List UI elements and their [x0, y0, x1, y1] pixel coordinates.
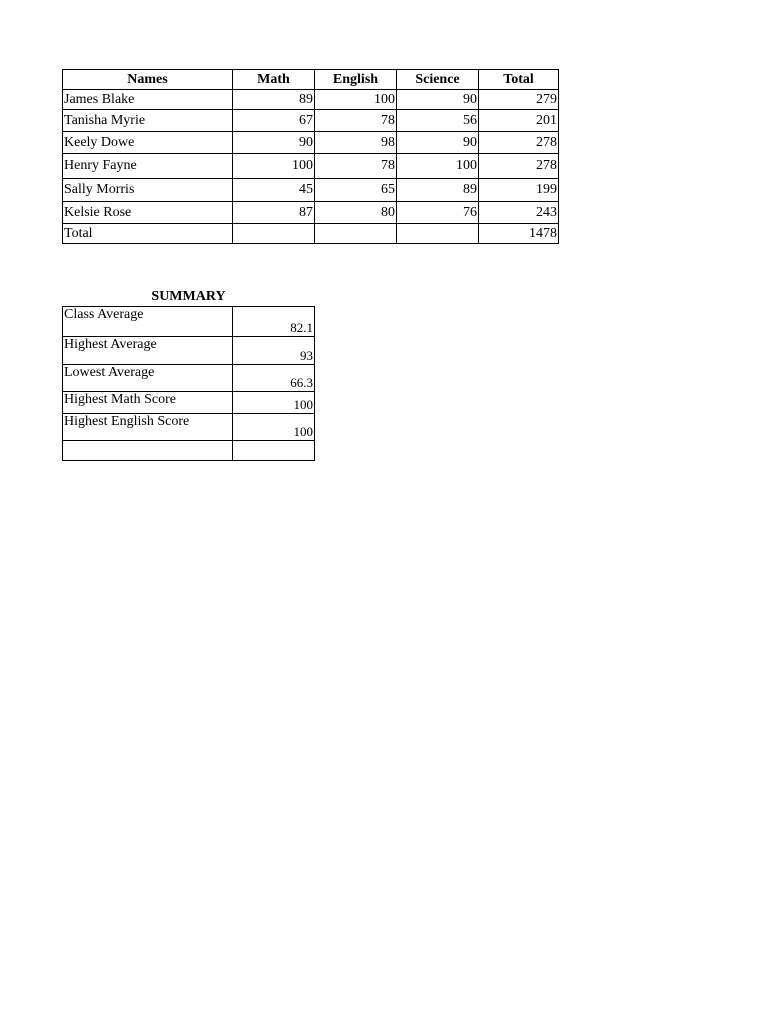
- student-name[interactable]: Tanisha Myrie: [63, 110, 233, 132]
- total-score[interactable]: 279: [479, 90, 559, 110]
- grand-total[interactable]: 1478: [479, 224, 559, 244]
- summary-value[interactable]: 66.3: [233, 365, 315, 392]
- summary-value[interactable]: 93: [233, 337, 315, 365]
- summary-label[interactable]: Highest Math Score: [63, 392, 233, 414]
- english-score[interactable]: 98: [315, 132, 397, 154]
- student-name[interactable]: Sally Morris: [63, 179, 233, 202]
- header-math: Math: [233, 70, 315, 90]
- summary-row: [63, 365, 315, 392]
- total-row: [63, 224, 559, 244]
- science-score[interactable]: 56: [397, 110, 479, 132]
- science-total[interactable]: [397, 224, 479, 244]
- table-row: [63, 132, 559, 154]
- table-row: [63, 90, 559, 110]
- science-score[interactable]: 89: [397, 179, 479, 202]
- summary-value[interactable]: 82.1: [233, 307, 315, 337]
- total-score[interactable]: 278: [479, 154, 559, 179]
- summary-row: [63, 441, 315, 461]
- summary-row: [63, 307, 315, 337]
- english-score[interactable]: 65: [315, 179, 397, 202]
- student-name[interactable]: Henry Fayne: [63, 154, 233, 179]
- science-score[interactable]: 90: [397, 132, 479, 154]
- header-total: Total: [479, 70, 559, 90]
- summary-title: SUMMARY: [151, 289, 226, 304]
- summary-value[interactable]: [233, 441, 315, 461]
- total-score[interactable]: 243: [479, 202, 559, 224]
- header-english: English: [315, 70, 397, 90]
- math-score[interactable]: 90: [233, 132, 315, 154]
- summary-row: [63, 392, 315, 414]
- table-row: [63, 154, 559, 179]
- english-total[interactable]: [315, 224, 397, 244]
- summary-row: [63, 337, 315, 365]
- total-score[interactable]: 201: [479, 110, 559, 132]
- summary-label[interactable]: Class Average: [63, 307, 233, 337]
- total-label[interactable]: Total: [63, 224, 233, 244]
- header-names: Names: [63, 70, 233, 90]
- english-score[interactable]: 100: [315, 90, 397, 110]
- student-name[interactable]: Kelsie Rose: [63, 202, 233, 224]
- math-score[interactable]: 100: [233, 154, 315, 179]
- table-row: [63, 179, 559, 202]
- english-score[interactable]: 78: [315, 154, 397, 179]
- student-name[interactable]: James Blake: [63, 90, 233, 110]
- math-score[interactable]: 67: [233, 110, 315, 132]
- total-score[interactable]: 199: [479, 179, 559, 202]
- header-science: Science: [397, 70, 479, 90]
- summary-label[interactable]: Highest English Score: [63, 414, 233, 441]
- student-name[interactable]: Keely Dowe: [63, 132, 233, 154]
- summary-value[interactable]: 100: [233, 392, 315, 414]
- summary-row: [63, 414, 315, 441]
- science-score[interactable]: 90: [397, 90, 479, 110]
- english-score[interactable]: 80: [315, 202, 397, 224]
- math-score[interactable]: 89: [233, 90, 315, 110]
- table-row: [63, 110, 559, 132]
- header-row: [63, 70, 559, 90]
- summary-label[interactable]: [63, 441, 233, 461]
- total-score[interactable]: 278: [479, 132, 559, 154]
- scores-table: [62, 69, 559, 244]
- english-score[interactable]: 78: [315, 110, 397, 132]
- science-score[interactable]: 100: [397, 154, 479, 179]
- summary-label[interactable]: Lowest Average: [63, 365, 233, 392]
- math-total[interactable]: [233, 224, 315, 244]
- summary-label[interactable]: Highest Average: [63, 337, 233, 365]
- summary-table: [62, 306, 315, 461]
- science-score[interactable]: 76: [397, 202, 479, 224]
- math-score[interactable]: 87: [233, 202, 315, 224]
- math-score[interactable]: 45: [233, 179, 315, 202]
- summary-value[interactable]: 100: [233, 414, 315, 441]
- table-row: [63, 202, 559, 224]
